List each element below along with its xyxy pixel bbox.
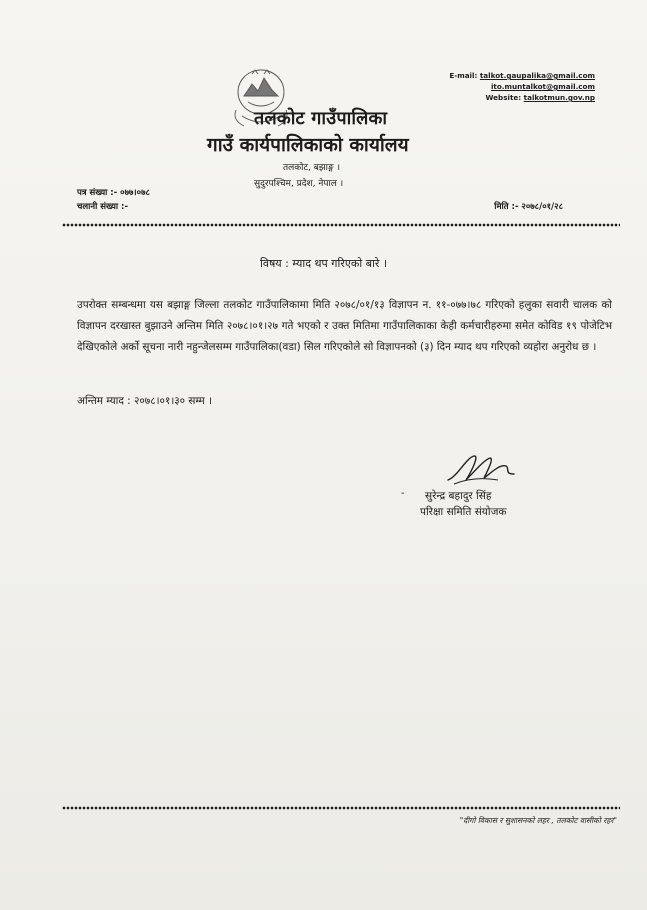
- final-deadline: अन्तिम म्याद : २०७८।०१।३० सम्म ।: [77, 395, 212, 407]
- office-subtitle: गाउँ कार्यपालिकाको कार्यालय: [207, 134, 409, 156]
- signatory-title: परिक्षा समिति संयोजक: [420, 506, 507, 518]
- letter-number: पत्र संख्या :- ०७७।०७८: [77, 188, 150, 198]
- office-title: तलकोट गाउँपालिका: [254, 108, 388, 129]
- address-line-1: तलकोट, बझाङ्ग ।: [283, 163, 340, 173]
- contact-block: [449, 70, 595, 103]
- letter-date: मिति :- २०७८/०१/२८: [494, 202, 563, 212]
- footer-divider: [62, 806, 620, 810]
- address-line-2: सुदुरपश्चिम, प्रदेश, नेपाल ।: [254, 179, 344, 189]
- email-line-2: [449, 81, 595, 92]
- signatory-name: सुरेन्द्र बहादुर सिंह: [425, 490, 492, 502]
- letter-body: [77, 295, 612, 358]
- email-line-1: [449, 70, 595, 81]
- website-label: Website:: [485, 93, 522, 102]
- footer-motto: "दीगो विकास र सुशासनको लहर , तलकोट वासीको रहर": [459, 816, 617, 825]
- signature-dash: -: [401, 488, 405, 499]
- dispatch-number: चलानी संख्या :-: [77, 202, 128, 212]
- email-label: E-mail:: [449, 71, 478, 80]
- subject-line: विषय : म्याद थप गरिएको बारे ।: [259, 257, 388, 270]
- website: talkotmun.gov.np: [523, 93, 595, 102]
- signature-icon: [444, 450, 524, 490]
- body-paragraph: उपरोक्त सम्बन्धमा यस बझाङ्ग जिल्ला तलकोट गाउँपालिकामा मिति २०७८/०१/१३ विज्ञापन न. ११-०७७।७८ गरिएको हलुका सवारी चालक को विज्ञापन दरखास्त बुझाउने अन्तिम मिति २०७८।०१।२७ गते भएको र उक्त मितिमा गाउँपालिकाका केही कर्मचारीहरुमा समेत कोविड १९ पोजेटिभ देखिएकोले अर्को सूचना नारी नहुन्जेलसम्म गाउँपालिका(वडा) सिल गरिएकोले सो विज्ञापनको (३) दिन म्याद थप गरिएको व्यहोरा अनुरोध छ ।: [77, 299, 612, 353]
- email-2: ito.muntalkot@gmail.com: [490, 82, 595, 91]
- website-line: [449, 92, 595, 103]
- header-divider: [62, 223, 620, 227]
- email-1: talkot.gaupalika@gmail.com: [479, 71, 595, 80]
